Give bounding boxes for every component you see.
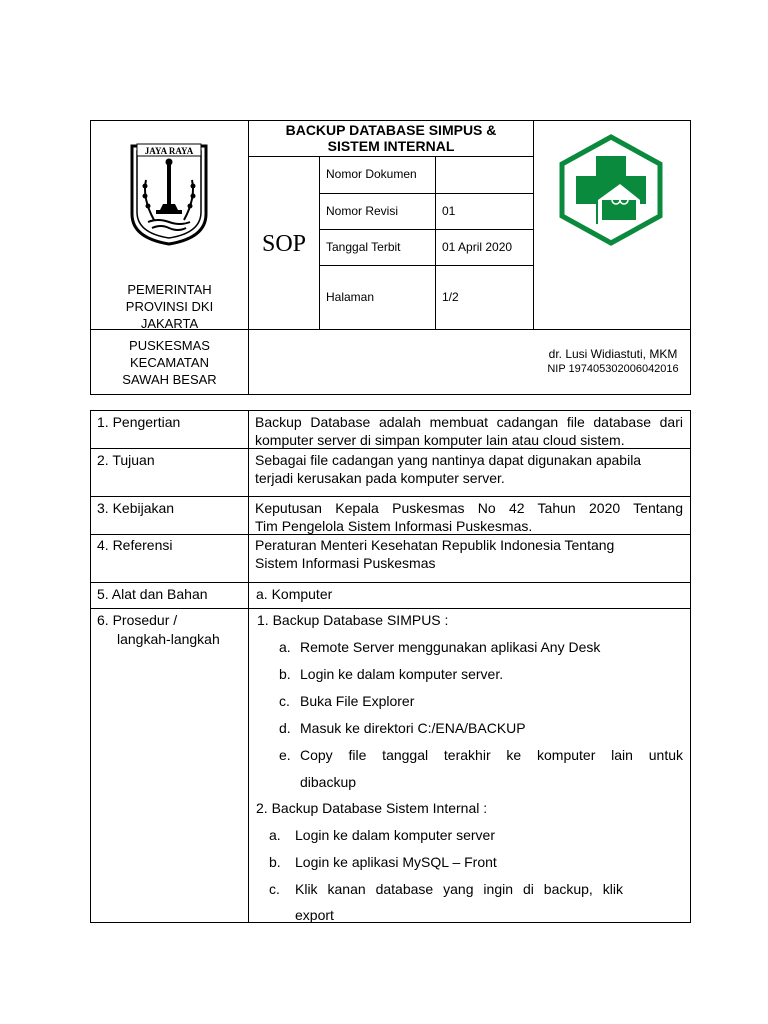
gov-name <box>91 281 248 332</box>
step2-item-a-letter: a. <box>269 827 281 843</box>
kebijakan-line-1: Keputusan Kepala Puskesmas No 42 Tahun 2020 Tentang <box>255 500 683 516</box>
puskesmas-line-2: KECAMATAN <box>130 355 209 370</box>
puskesmas-name <box>91 337 248 388</box>
step2-item-c-letter: c. <box>269 881 280 897</box>
signer-nip: NIP 197405302006042016 <box>547 363 679 375</box>
step2-item-b-text: Login ke aplikasi MySQL – Front <box>295 854 497 870</box>
info-label-tanggal-terbit: Tanggal Terbit <box>326 240 401 254</box>
section-text-kebijakan <box>255 499 683 535</box>
puskesmas-line-1: PUSKESMAS <box>129 338 210 353</box>
section-text-pengertian <box>255 413 683 449</box>
step1-item-b-text: Login ke dalam komputer server. <box>300 666 504 682</box>
section-text-tujuan <box>255 451 673 487</box>
tujuan-line-2: terjadi kerusakan pada komputer server. <box>255 470 505 486</box>
pengertian-line-2: komputer server di simpan komputer lain atau cloud sistem. <box>255 432 625 448</box>
step1-item-b-letter: b. <box>279 666 291 682</box>
info-label-nomor-dokumen: Nomor Dokumen <box>326 167 417 181</box>
pengertian-line-1: Backup Database adalah membuat cadangan file database dari <box>255 414 683 430</box>
step2-item-b-letter: b. <box>269 854 281 870</box>
puskesmas-line-3: SAWAH BESAR <box>122 372 217 387</box>
step1-item-c-text: Buka File Explorer <box>300 693 415 709</box>
section-label-alat: 5. Alat dan Bahan <box>97 586 208 602</box>
signer-name: dr. Lusi Widiastuti, MKM <box>548 347 678 361</box>
step1-item-e-cont: dibackup <box>300 774 357 790</box>
gov-line-1: PEMERINTAH <box>127 282 212 297</box>
section-label-pengertian: 1. Pengertian <box>97 414 181 430</box>
step1-item-a-letter: a. <box>279 639 291 655</box>
info-value-nomor-revisi: 01 <box>442 204 456 218</box>
info-value-halaman: 1/2 <box>442 290 459 304</box>
step2-item-a-text: Login ke dalam komputer server <box>295 827 495 843</box>
section-label-kebijakan: 3. Kebijakan <box>97 500 175 516</box>
section-label-prosedur-cont: langkah-langkah <box>117 631 220 647</box>
title-line-1: BACKUP DATABASE SIMPUS & <box>285 122 497 138</box>
gov-line-3: JAKARTA <box>140 316 199 331</box>
puskesmas-logo <box>558 134 664 246</box>
step1-item-e-text: Copy file tanggal terakhir ke komputer lain untuk <box>300 747 683 763</box>
step1-item-a-text: Remote Server menggunakan aplikasi Any Desk <box>300 639 601 655</box>
emblem-banner-text: JAYA RAYA <box>144 146 194 156</box>
kebijakan-line-2: Tim Pengelola Sistem Informasi Puskesmas. <box>255 518 533 534</box>
step2-item-c-text: Klik kanan database yang ingin di backup, klik <box>295 881 623 897</box>
section-label-referensi: 4. Referensi <box>97 537 173 553</box>
section-text-alat: a. Komputer <box>256 586 333 602</box>
sop-label: SOP <box>261 231 307 257</box>
referensi-line-1: Peraturan Menteri Kesehatan Republik Indonesia Tentang <box>255 537 615 553</box>
referensi-line-2: Sistem Informasi Puskesmas <box>255 555 436 571</box>
document-title <box>249 122 533 154</box>
gov-line-2: PROVINSI DKI <box>125 299 214 314</box>
info-label-halaman: Halaman <box>326 290 375 304</box>
section-label-prosedur: 6. Prosedur / <box>97 612 178 628</box>
step1-item-c-letter: c. <box>279 693 290 709</box>
section-text-referensi <box>255 536 683 572</box>
step1-item-d-text: Masuk ke direktori C:/ENA/BACKUP <box>300 720 526 736</box>
tujuan-line-1: Sebagai file cadangan yang nantinya dapat digunakan apabila <box>255 452 642 468</box>
info-value-tanggal-terbit: 01 April 2020 <box>442 240 513 254</box>
step1-title: 1. Backup Database SIMPUS : <box>257 612 449 628</box>
info-label-nomor-revisi: Nomor Revisi <box>326 204 399 218</box>
step2-title: 2. Backup Database Sistem Internal : <box>256 800 488 816</box>
step1-item-e-letter: e. <box>279 747 291 763</box>
title-line-2: SISTEM INTERNAL <box>327 138 455 154</box>
section-label-tujuan: 2. Tujuan <box>97 452 155 468</box>
step2-item-c-cont: export <box>295 907 334 923</box>
step1-item-d-letter: d. <box>279 720 291 736</box>
jakarta-emblem-logo <box>126 140 212 246</box>
